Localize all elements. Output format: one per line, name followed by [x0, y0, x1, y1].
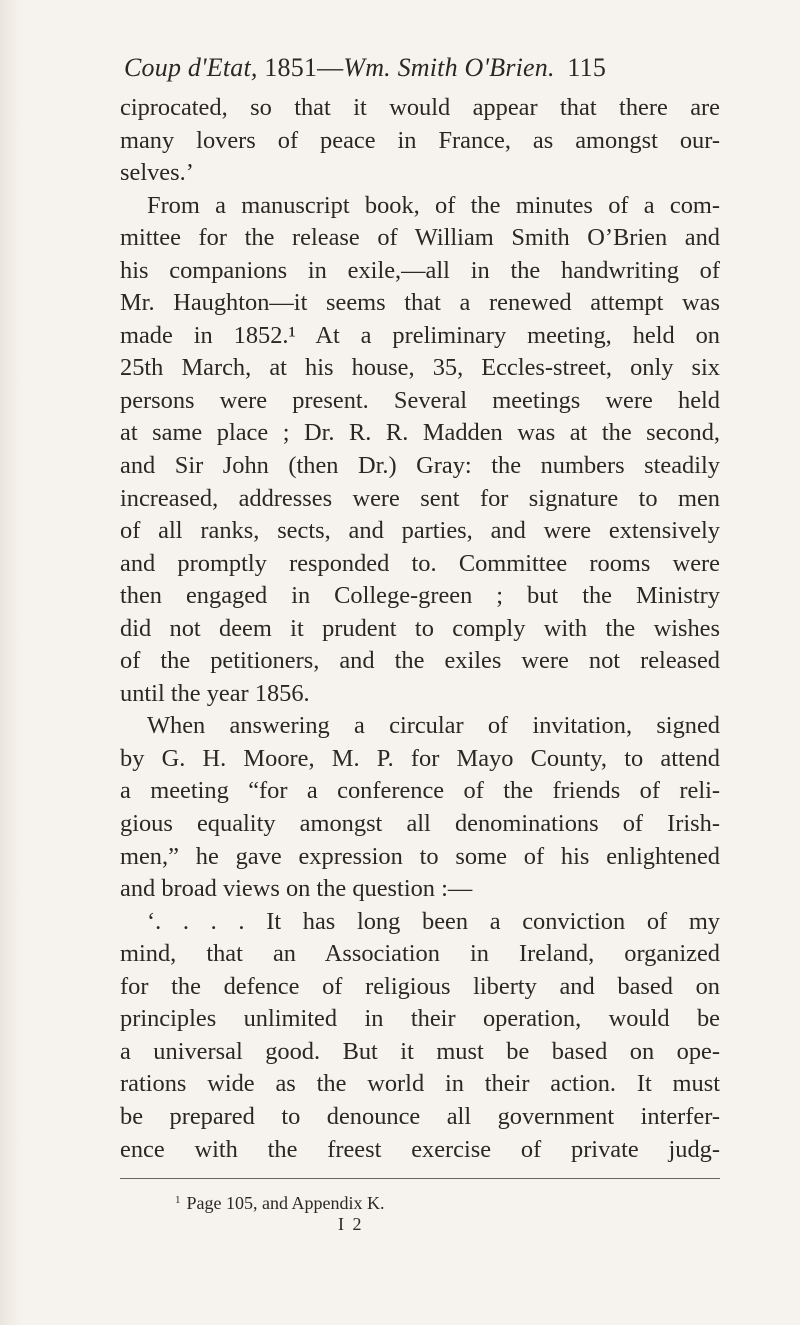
text-line: his companions in exile,—all in the handwriting of [120, 256, 720, 284]
text-line: made in 1852.¹ At a preliminary meeting, held on [120, 321, 720, 349]
text-line: ‘. . . . It has long been a conviction of my [147, 907, 720, 935]
body-text [120, 92, 720, 1166]
text-line: increased, addresses were sent for signature to men [120, 484, 720, 512]
text-line: and promptly responded to. Committee rooms were [120, 549, 720, 577]
text-line: did not deem it prudent to comply with the wishes [120, 614, 720, 642]
footnote-text: Page 105, and Appendix K. [186, 1193, 385, 1214]
text-line: and broad views on the question :— [120, 875, 473, 903]
text-line: men,” he gave expression to some of his enlightened [120, 842, 720, 870]
text-line: 25th March, at his house, 35, Eccles-street, only six [120, 354, 720, 382]
text-line: at same place ; Dr. R. R. Madden was at the second, [120, 419, 720, 447]
text-line: of all ranks, sects, and parties, and were extensively [120, 517, 720, 545]
text-line: a universal good. But it must be based on ope- [120, 1037, 720, 1065]
text-line: then engaged in College-green ; but the Ministry [120, 582, 720, 610]
book-page [120, 48, 720, 1234]
footnote [175, 1189, 720, 1214]
text-line: From a manuscript book, of the minutes of a com- [147, 191, 720, 219]
text-line: for the defence of religious liberty and based on [120, 972, 720, 1000]
text-line: and Sir John (then Dr.) Gray: the numbers steadily [120, 452, 720, 480]
text-line: until the year 1856. [120, 679, 310, 707]
footnote-marker: 1 [175, 1194, 181, 1207]
page-edge-shadow [0, 0, 22, 1325]
running-head [124, 48, 720, 88]
text-line: When answering a circular of invitation, signed [147, 712, 720, 740]
text-line: of the petitioners, and the exiles were not released [120, 647, 720, 675]
text-line: rations wide as the world in their action. It must [120, 1070, 720, 1098]
text-line: selves.’ [120, 159, 194, 187]
text-line: gious equality amongst all denominations of Irish- [120, 810, 720, 838]
page-number: 115 [567, 53, 607, 82]
running-head-author: Wm. Smith O'Brien. [343, 53, 555, 82]
text-line: ciprocated, so that it would appear that there are [120, 94, 720, 121]
text-line: be prepared to denounce all government interfer- [120, 1102, 720, 1130]
text-line: by G. H. Moore, M. P. for Mayo County, to attend [120, 744, 720, 772]
text-line: mind, that an Association in Ireland, organized [120, 940, 720, 968]
footnote-rule [120, 1178, 720, 1179]
text-line: many lovers of peace in France, as amongst our- [120, 126, 720, 154]
running-head-title: Coup d'Etat, [124, 53, 258, 82]
text-line: Mr. Haughton—it seems that a renewed attempt was [120, 289, 720, 317]
text-line: principles unlimited in their operation, would be [120, 1005, 720, 1033]
text-line: persons were present. Several meetings were held [120, 386, 720, 414]
text-line: mittee for the release of William Smith O’Brien and [120, 224, 720, 252]
running-head-year: 1851— [264, 53, 344, 82]
text-line: a meeting “for a conference of the friends of reli- [120, 777, 720, 805]
text-line: ence with the freest exercise of private judg- [120, 1135, 720, 1163]
signature-mark: I 2 [338, 1214, 364, 1235]
